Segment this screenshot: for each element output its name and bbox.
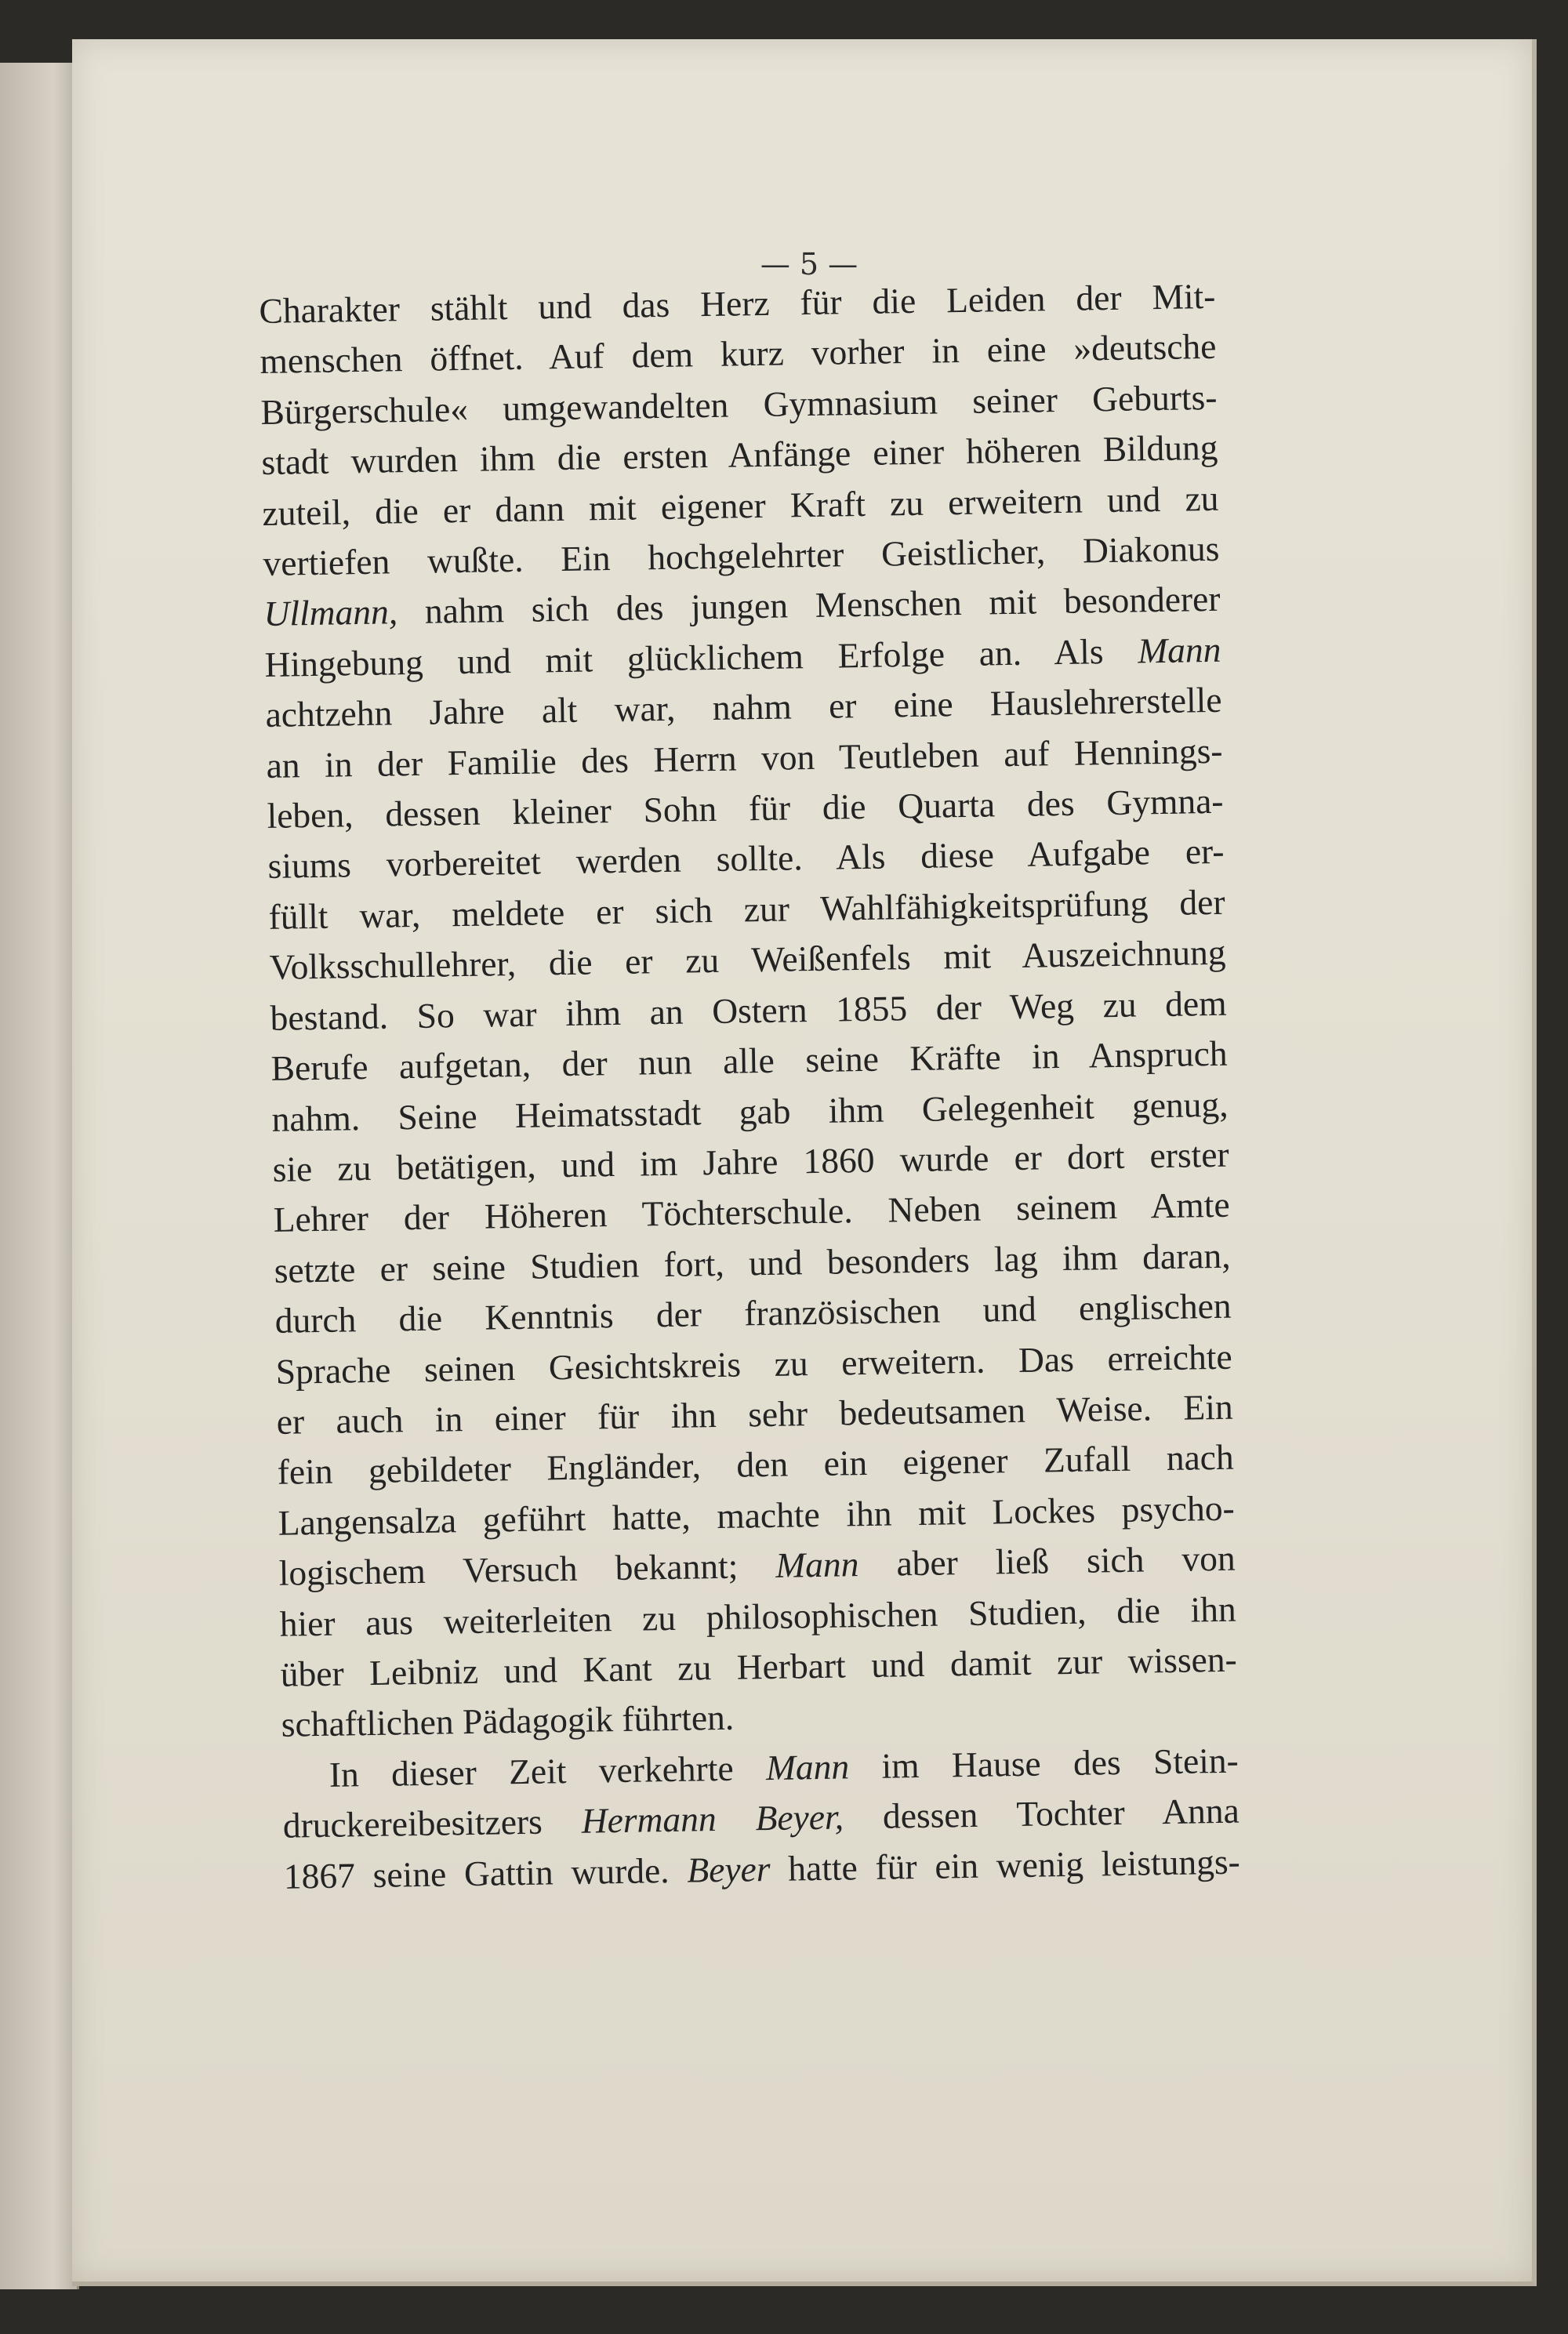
text-line: Berufe aufgetan, der nun alle seine Kräfte in Anspruch [270,1033,1228,1088]
text-line: Volksschullehrer, die er zu Weißenfels mit Auszeichnung [269,932,1226,988]
text-segment: Hingebung und mit glücklichem Erfolge an. Als [264,630,1138,684]
text-line: er auch in einer für ihn sehr bedeutsamen Weise. Ein [276,1386,1234,1442]
text-line: Sprache seinen Gesichtskreis zu erweitern. Das erreichte [275,1336,1232,1392]
text-line: menschen öffnet. Auf dem kurz vorher in eine »deutsche [260,326,1217,382]
text-line: nahm. Seine Heimatsstadt gab ihm Gelegenheit genug, [271,1084,1229,1139]
text-line: füllt war, meldete er sich zur Wahlfähigkeitsprüfung der [268,881,1225,937]
text-segment: 1867 seine Gattin wurde. [283,1849,688,1897]
text-line: fein gebildeter Engländer, den ein eigener Zufall nach [277,1436,1235,1493]
text-segment: im Hause des Stein- [848,1740,1240,1787]
text-line: hier aus weiterleiten zu philosophischen Studien, die ihn [279,1588,1237,1644]
text-line: sie zu betätigen, und im Jahre 1860 wurde er dort erster [272,1134,1229,1189]
text-line: Langensalza geführt hatte, machte ihn mit Lockes psycho- [278,1487,1236,1543]
text-segment: hatte für ein wenig leistungs- [770,1841,1241,1889]
text-line: an in der Familie des Herrn von Teutleben auf Hennings- [266,730,1223,786]
text-line: bestand. So war ihm an Ostern 1855 der Weg zu dem [270,982,1227,1038]
text-segment: aber ließ sich von [858,1537,1236,1584]
left-page-edge [0,63,79,2289]
person-name: Mann [775,1544,859,1585]
text-line: zuteil, die er dann mit eigener Kraft zu erweitern und zu [262,477,1219,533]
text-line: stadt wurden ihm die ersten Anfänge einer höheren Bildung [261,427,1218,483]
text-segment: In dieser Zeit verkehrte [328,1747,767,1795]
text-line: schaftlichen Pädagogik führten. [281,1697,735,1745]
text-line: über Leibniz und Kant zu Herbart und damit zur wissen- [280,1639,1238,1694]
person-name: Hermann Beyer, [581,1796,844,1841]
body-text [259,271,1240,1902]
text-line: durch die Kenntnis der französischen und englischen [274,1285,1232,1341]
text-segment: druckereibesitzers [282,1800,583,1846]
text-line: Bürgerschule« umgewandelten Gymnasium seiner Geburts- [260,376,1218,432]
person-name: Mann [765,1746,850,1788]
text-segment: dessen Tochter Anna [843,1790,1240,1837]
text-line: leben, dessen kleiner Sohn für die Quarta des Gymna- [267,780,1224,836]
page-number: — 5 — [760,247,858,281]
person-name: Mann [1137,629,1221,671]
person-name: Ullmann, [263,591,398,634]
text-line: Lehrer der Höheren Töchterschule. Neben seinem Amte [273,1185,1230,1240]
text-line: Charakter stählt und das Herz für die Leiden der Mit- [259,275,1216,331]
text-segment: logischem Versuch bekannt; [278,1545,776,1593]
person-name: Beyer [686,1848,771,1890]
text-line: vertiefen wußte. Ein hochgelehrter Geistlicher, Diakonus [263,528,1220,583]
text-line: setzte er seine Studien fort, und besonders lag ihm daran, [274,1235,1231,1290]
text-line: achtzehn Jahre alt war, nahm er eine Hauslehrerstelle [265,680,1222,735]
text-segment: nahm sich des jungen Menschen mit besonderer [397,579,1221,632]
text-line: siums vorbereitet werden sollte. Als diese Aufgabe er- [267,831,1225,887]
